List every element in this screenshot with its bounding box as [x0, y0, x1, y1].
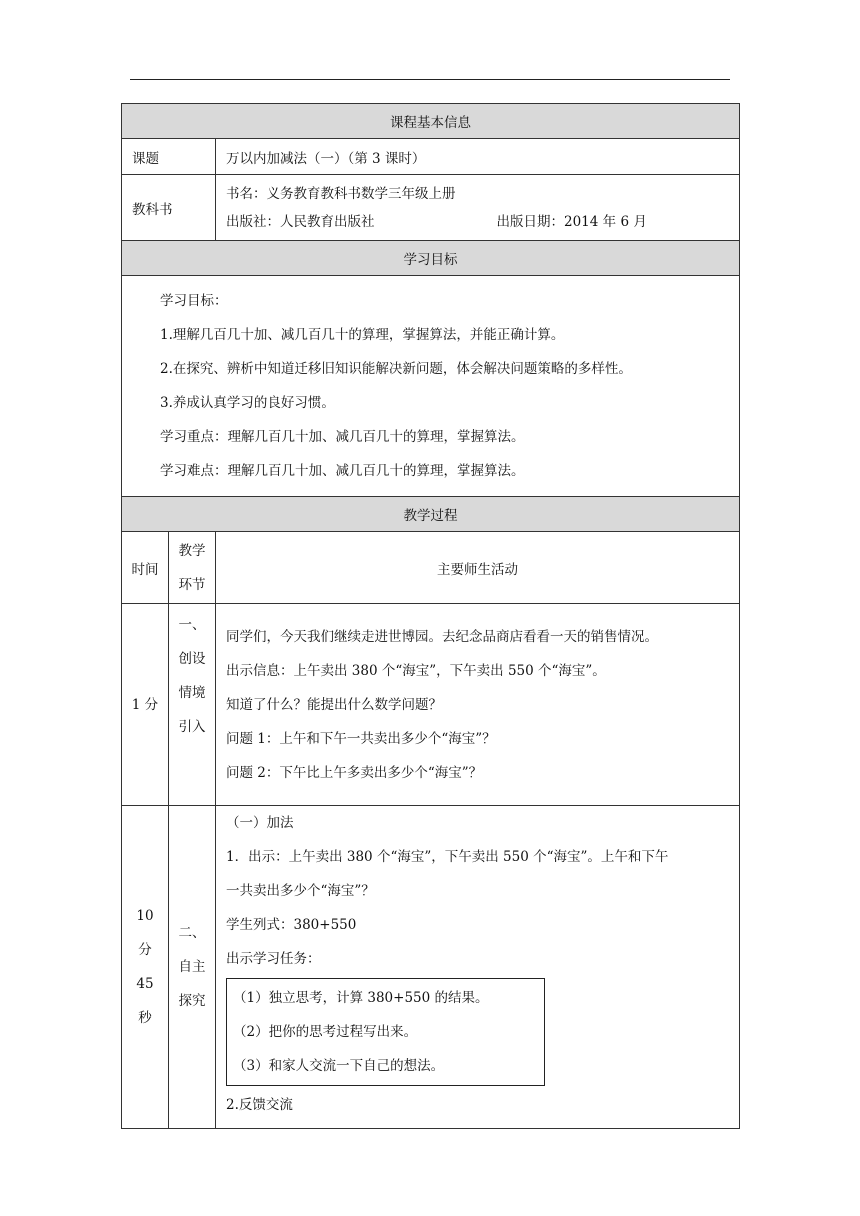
book-name: 书名：义务教育教科书数学三年级上册	[226, 185, 456, 202]
activity-line: 学生列式：380+550	[226, 917, 357, 933]
topic-label: 课题	[122, 139, 216, 175]
task-item: （1）独立思考，计算 380+550 的结果。	[233, 990, 489, 1006]
goal-item: 2.在探究、辨析中知道迁移旧知识能解决新问题，体会解决问题策略的多样性。	[160, 361, 632, 377]
activity-cell	[216, 604, 740, 806]
activity-line: 同学们，今天我们继续走进世博园。去纪念品商店看看一天的销售情况。	[226, 628, 658, 645]
activity-line: 一共卖出多少个“海宝”？	[226, 883, 375, 899]
publish-date: 出版日期：2014 年 6 月	[496, 213, 647, 230]
activity-line: 1．出示：上午卖出 380 个“海宝”，下午卖出 550 个“海宝”。上午和下午	[226, 849, 669, 865]
activity-line: 出示信息：上午卖出 380 个“海宝”，下午卖出 550 个“海宝”。	[226, 662, 606, 679]
activity-cell	[216, 806, 740, 1129]
key-point: 学习重点：理解几百几十加、减几百几十的算理，掌握算法。	[160, 429, 525, 445]
course-info-header: 课程基本信息	[122, 104, 740, 139]
header-rule	[130, 79, 730, 80]
section-title: （一）加法	[226, 815, 294, 831]
publisher: 出版社：人民教育出版社	[226, 213, 375, 230]
stage-cell: 二、 自主 探究	[169, 806, 216, 1129]
publisher-line	[226, 208, 739, 236]
topic-value: 万以内加减法（一）（第 3 课时）	[216, 139, 740, 175]
activity-line: 2.反馈交流	[226, 1097, 293, 1113]
activity-line: 出示学习任务：	[226, 951, 321, 967]
process-header: 教学过程	[122, 497, 740, 532]
activity-line: 问题 2：下午比上午多卖出多少个“海宝”？	[226, 764, 483, 781]
col-activity-header: 主要师生活动	[216, 532, 740, 604]
activity-line: 问题 1：上午和下午一共卖出多少个“海宝”？	[226, 730, 496, 747]
goal-item: 3.养成认真学习的良好习惯。	[160, 395, 335, 411]
textbook-info	[216, 175, 740, 241]
time-cell: 10 分 45 秒	[122, 806, 169, 1129]
textbook-label: 教科书	[122, 175, 216, 241]
difficult-point: 学习难点：理解几百几十加、减几百几十的算理，掌握算法。	[160, 463, 525, 479]
goal-item: 1.理解几百几十加、减几百几十的算理，掌握算法，并能正确计算。	[160, 327, 565, 343]
stage-cell: 一、 创设 情境 引入	[169, 604, 216, 806]
task-box	[226, 978, 545, 1086]
task-item: （3）和家人交流一下自己的想法。	[233, 1058, 445, 1074]
goals-title: 学习目标：	[160, 293, 228, 309]
activity-line: 知道了什么？能提出什么数学问题？	[226, 696, 442, 713]
learning-goals-header: 学习目标	[122, 241, 740, 276]
learning-goals-body	[122, 276, 740, 497]
task-item: （2）把你的思考过程写出来。	[233, 1024, 418, 1040]
lesson-plan-table	[121, 103, 740, 1129]
col-time-header: 时间	[122, 532, 169, 604]
time-cell: 1 分	[122, 604, 169, 806]
col-stage-header: 教学 环节	[169, 532, 216, 604]
